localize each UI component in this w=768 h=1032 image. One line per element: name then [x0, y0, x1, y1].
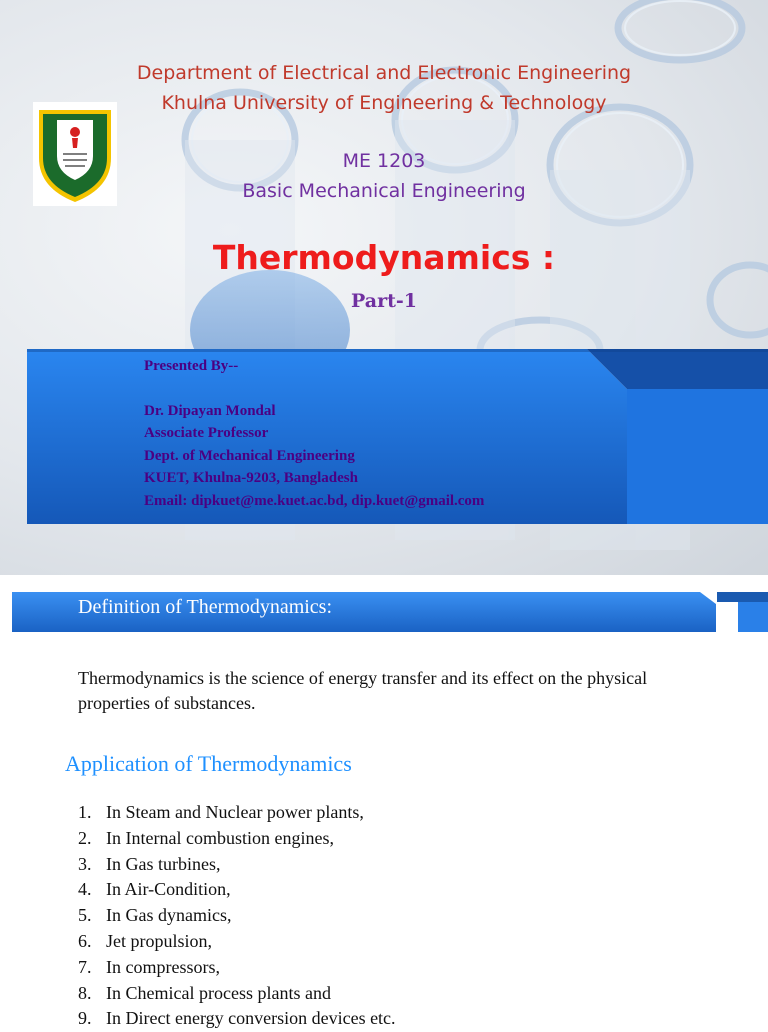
presenter-address: KUET, Khulna-9203, Bangladesh: [144, 470, 358, 486]
presenter-dept: Dept. of Mechanical Engineering: [144, 447, 355, 464]
presenter-position: Associate Professor: [144, 425, 269, 441]
definition-heading: Definition of Thermodynamics:: [78, 596, 333, 618]
list-item: 4. In Air-Condition,: [78, 879, 231, 900]
department-name: Department of Electrical and Electronic Engineering: [136, 62, 632, 84]
list-item: 1. In Steam and Nuclear power plants,: [78, 802, 364, 822]
list-item: 3. In Gas turbines,: [78, 853, 221, 874]
university-name: Khulna University of Engineering & Technology: [161, 92, 607, 114]
university-seal-icon: [33, 102, 117, 206]
list-item: 6. Jet propulsion,: [78, 930, 212, 951]
application-heading: Application of Thermodynamics: [65, 751, 352, 776]
presenter-details: [144, 355, 484, 512]
list-item: 2. In Internal combustion engines,: [78, 827, 334, 848]
part-label: Part-1: [351, 290, 417, 312]
list-item: 8. In Chemical process plants and: [78, 982, 331, 1003]
list-item: 9. In Direct energy conversion devices etc.: [78, 1008, 396, 1029]
slide-title: Thermodynamics :: [212, 238, 556, 277]
course-code: ME 1203: [342, 150, 426, 172]
presenter-email: Email: dipkuet@me.kuet.ac.bd, dip.kuet@gmail.com: [144, 492, 485, 509]
course-name: Basic Mechanical Engineering: [242, 180, 526, 202]
definition-slide: [0, 576, 768, 1029]
presenter-heading: Presented By--: [144, 358, 239, 374]
application-list: [78, 800, 396, 1032]
definition-text: Thermodynamics is the science of energy transfer and its effect on the physical properties of substances.: [78, 668, 648, 713]
presenter-name: Dr. Dipayan Mondal: [144, 402, 276, 419]
list-item: 5. In Gas dynamics,: [78, 905, 232, 926]
list-item: 7. In compressors,: [78, 956, 220, 977]
